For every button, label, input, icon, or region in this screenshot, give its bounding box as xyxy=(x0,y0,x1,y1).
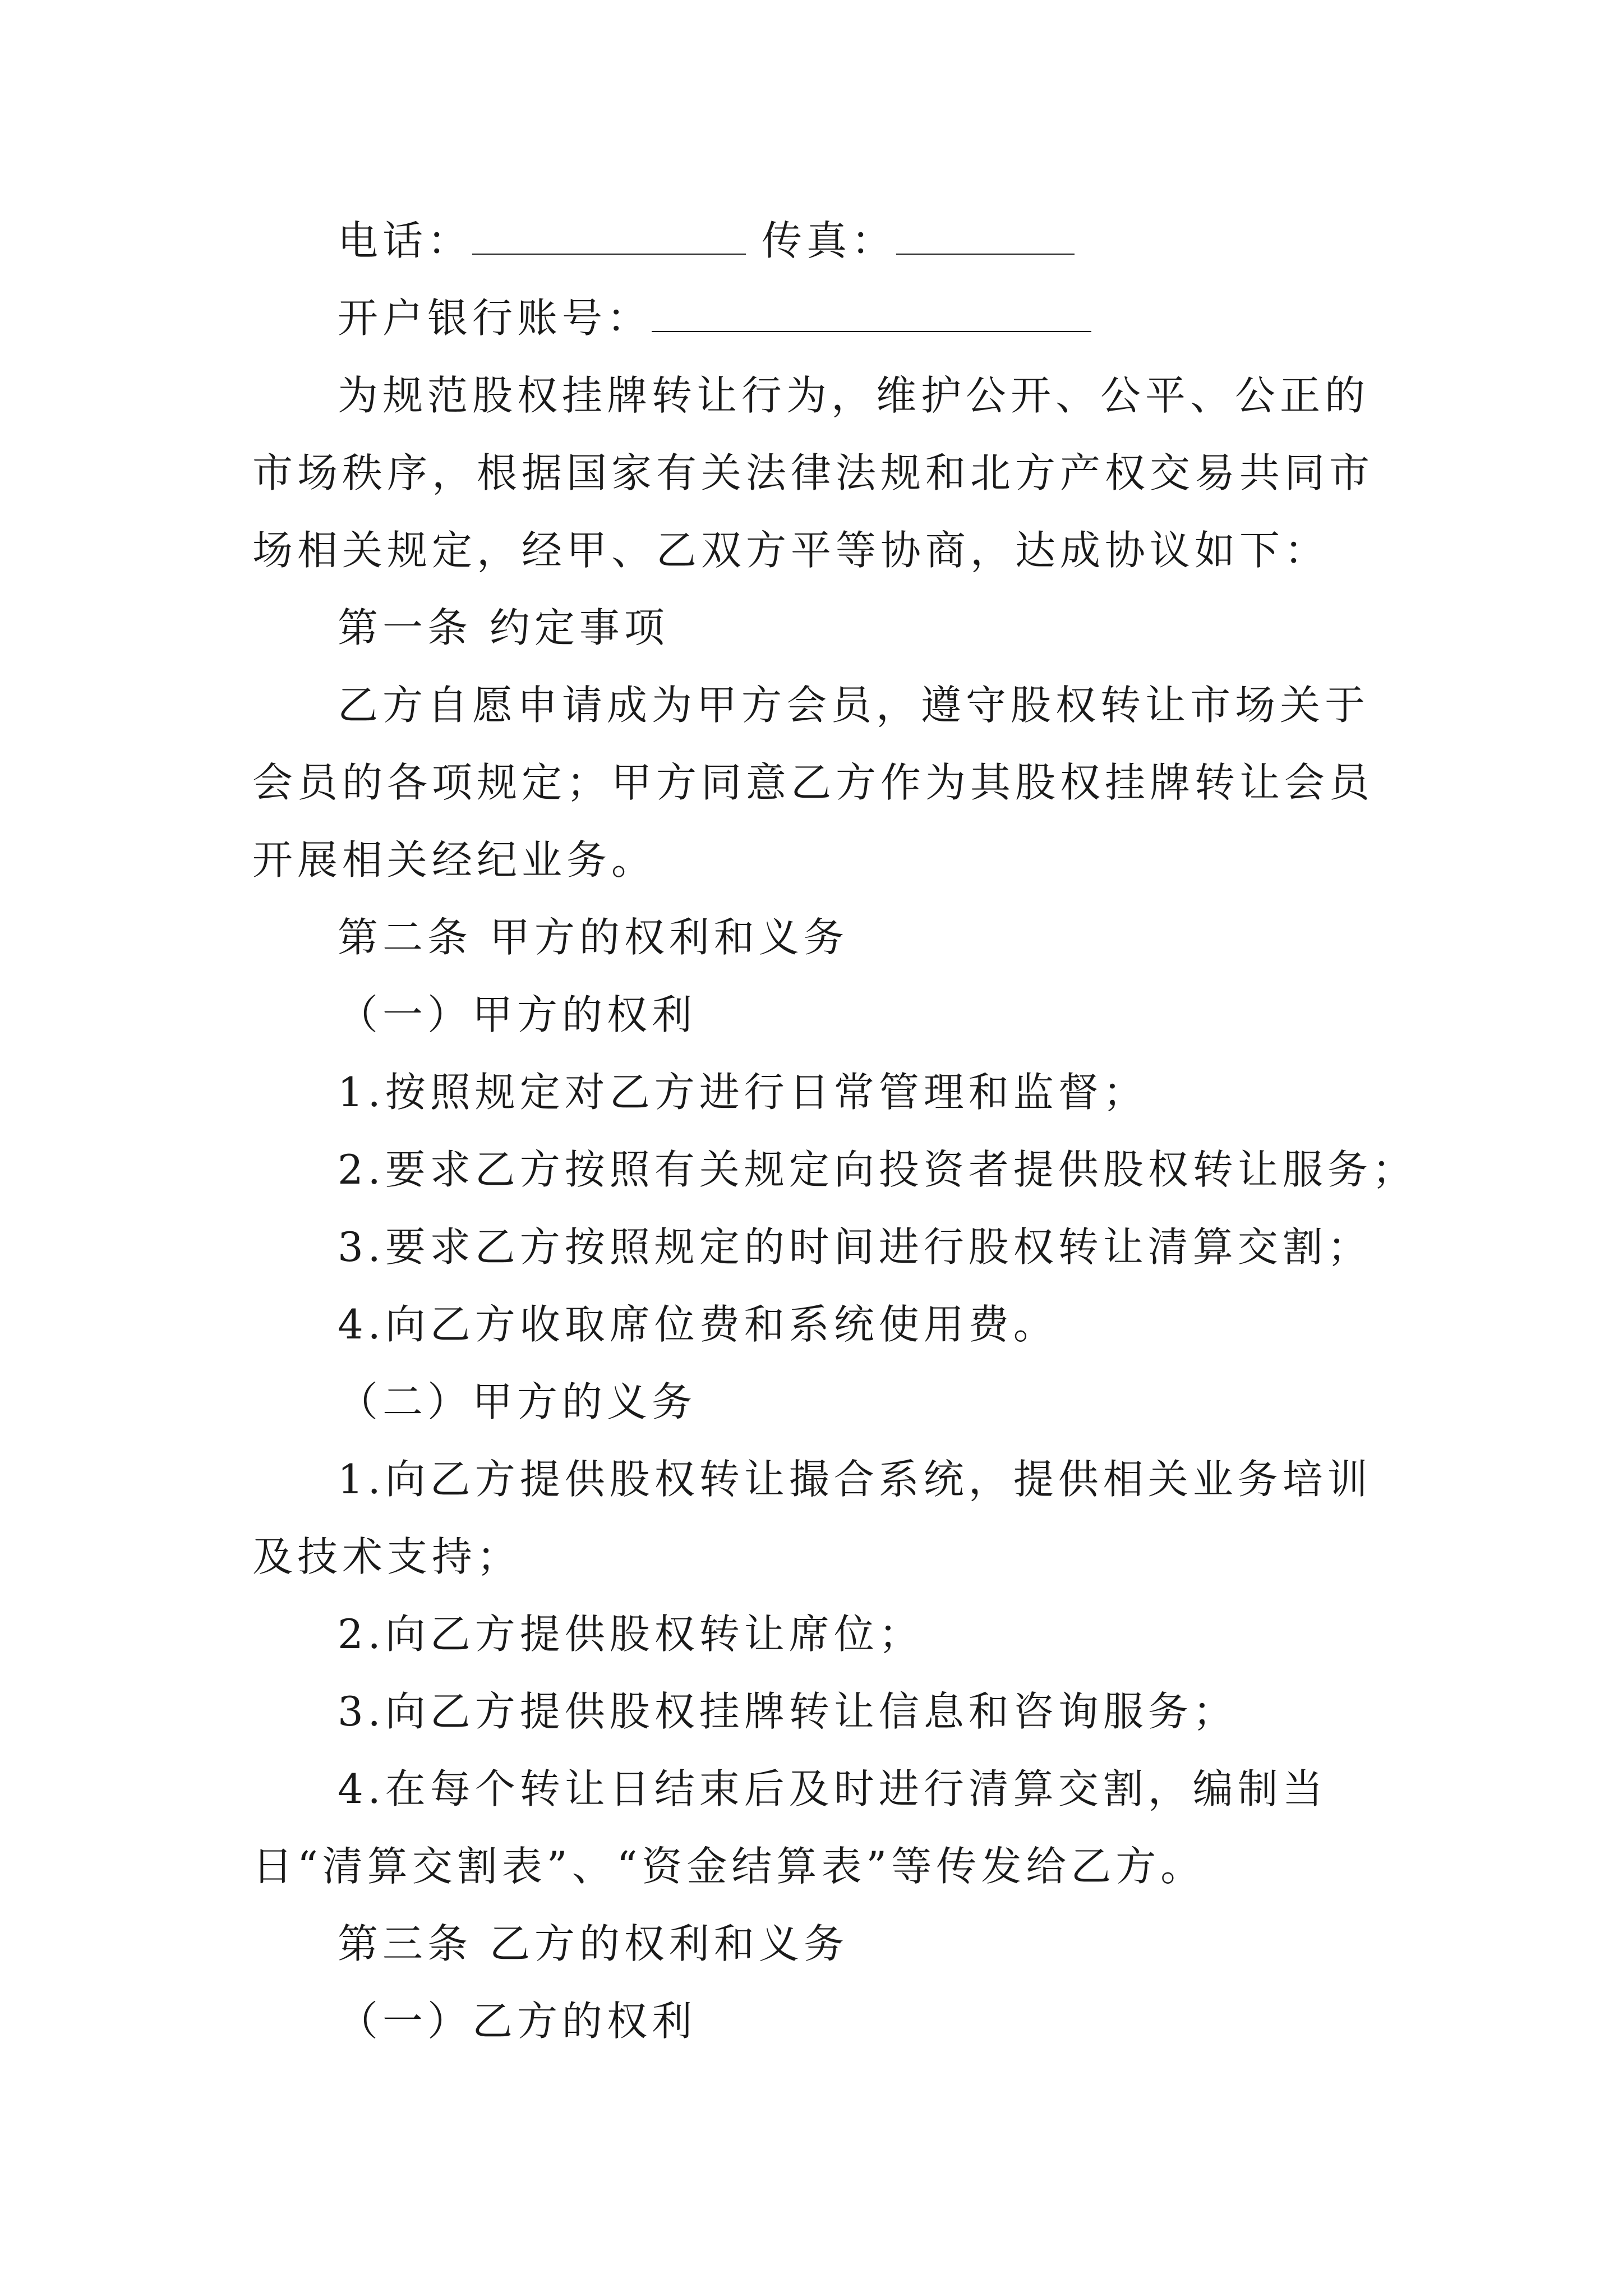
party-a-right-item: 1.按照规定对乙方进行日常管理和监督； xyxy=(338,1069,1148,1116)
fax-label: 传真： xyxy=(762,217,897,264)
bank-account-label: 开户银行账号： xyxy=(338,295,652,342)
phone-label: 电话： xyxy=(338,217,473,264)
party-a-right-item: 3.要求乙方按照规定的时间进行股权转让清算交割； xyxy=(338,1223,1372,1271)
article-3-heading: 第三条 乙方的权利和义务 xyxy=(338,1920,849,1967)
party-a-right-item: 4.向乙方收取席位费和系统使用费。 xyxy=(338,1301,1058,1348)
document-page xyxy=(252,202,1417,2060)
party-a-duties-heading: （二）甲方的义务 xyxy=(338,1378,697,1425)
party-a-right-item: 2.要求乙方按照有关规定向投资者提供股权转让服务； xyxy=(338,1146,1417,1193)
contact-phone-fax-line xyxy=(252,202,1391,279)
bank-account-blank xyxy=(652,297,1091,332)
contact-bank-line xyxy=(252,279,1391,357)
party-b-rights-heading: （一）乙方的权利 xyxy=(338,1998,697,2045)
article-1-body: 乙方自愿申请成为甲方会员，遵守股权转让市场关于会员的各项规定；甲方同意乙方作为其股权挂牌转让会员开展相关经纪业务。 xyxy=(252,682,1375,884)
article-1-heading: 第一条 约定事项 xyxy=(338,604,669,651)
party-a-duty-item: 1.向乙方提供股权转让撮合系统，提供相关业务培训及技术支持； xyxy=(252,1456,1372,1580)
preamble-paragraph: 为规范股权挂牌转让行为，维护公开、公平、公正的市场秩序，根据国家有关法律法规和北方产权交易共同市场相关规定，经甲、乙双方平等协商，达成协议如下： xyxy=(252,372,1375,574)
article-2-heading: 第二条 甲方的权利和义务 xyxy=(338,914,849,961)
party-a-duty-item: 2.向乙方提供股权转让席位； xyxy=(338,1611,924,1658)
party-a-duty-item: 4.在每个转让日结束后及时进行清算交割，编制当日“清算交割表”、“资金结算表”等传发给乙方。 xyxy=(252,1765,1327,1890)
party-a-rights-heading: （一）甲方的权利 xyxy=(338,991,697,1038)
fax-blank xyxy=(896,220,1075,255)
phone-blank xyxy=(472,220,746,255)
party-a-duty-item: 3.向乙方提供股权挂牌转让信息和咨询服务； xyxy=(338,1688,1238,1735)
